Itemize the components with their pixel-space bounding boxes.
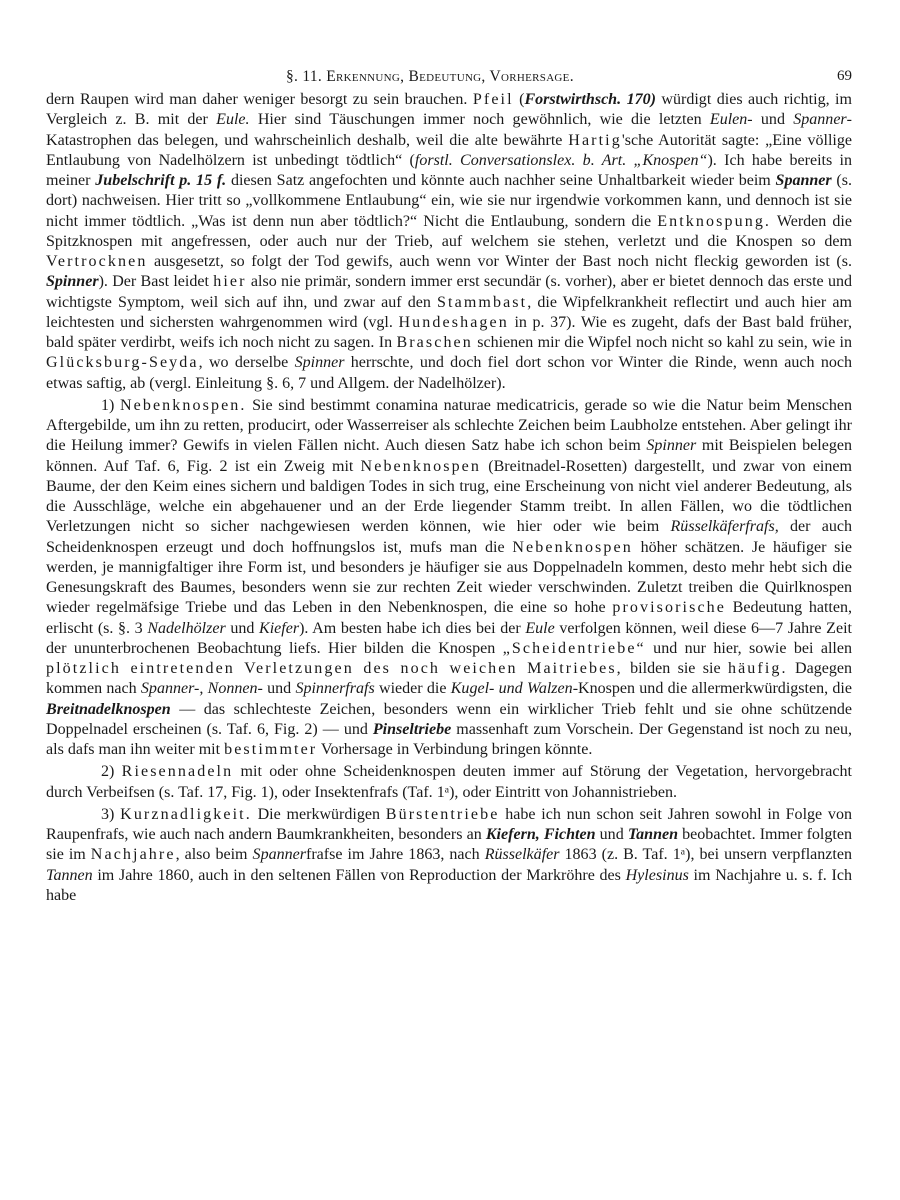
- text-run: Eule: [525, 619, 555, 637]
- text-run: Dagegen kommen nach: [46, 660, 852, 698]
- text-run: beobachtet. Immer folgten sie im: [46, 826, 852, 864]
- text-run: , die Wipfelkrankheit reflectirt und auch hier am leichtesten und sichersten wahrgenommen wird (vgl.: [46, 293, 852, 331]
- text-run: (: [513, 91, 525, 108]
- text-run: der auch Scheidenknospen erzeugt und doch hoffnungslos ist, mufs man die: [46, 518, 853, 556]
- text-run: Nebenknospen: [512, 538, 633, 556]
- book-page: [46, 64, 852, 906]
- text-run: im Nachjahre u. s. f. Ich habe: [46, 866, 852, 904]
- text-run: ausgesetzt, so folgt der Tod gewifs, auch wenn vor Winter der Bast noch nicht fleckig geworden ist (s.: [147, 253, 852, 270]
- text-run: Vorhersage in Verbindung bringen könnte.: [317, 741, 593, 758]
- text-run: Sie sind bestimmt conamina naturae medicatricis, gerade so wie die Natur beim Menschen Aftergebilde, um ihn zu retten, producirt, oder Wasserreiser als schlechte Zeichen beim Laubholze entstehen. Aber gelingt ihr die Heilung immer? Gewifs in vielen Fällen nicht. Auch diesen Satz habe ich schon beim: [46, 396, 852, 455]
- text-run: Spanner: [793, 111, 847, 129]
- text-run: 2): [101, 763, 122, 781]
- text-run: , also beim: [175, 846, 253, 864]
- text-run: bestimmter: [224, 741, 318, 758]
- text-run: im Jahre 1860, auch in den seltenen Fällen von Reproduction der Markröhre des: [92, 866, 626, 884]
- text-run: ). Ich habe bereits in meiner: [46, 151, 852, 189]
- text-run: Hier sind Täuschungen immer noch gewöhnlich, wie die letzten: [249, 111, 710, 129]
- text-run: Spinner: [294, 354, 345, 372]
- text-run: Rüsselkäfer: [484, 846, 560, 864]
- text-run: mit Beispielen belegen können. Auf Taf. 6, Fig. 2 ist ein Zweig mit: [46, 437, 852, 475]
- page-number: 69: [837, 68, 852, 84]
- text-run: Kiefern, Fichten: [485, 826, 596, 843]
- text-run: höher schätzen. Je häufiger sie werden, je mannigfaltiger ihre Form ist, und besonders je häufiger sie aus Doppelnadeln kommen, desto mehr hebt sich die Genesungskraft des Baumes, besonders wenn sie zur rechten Zeit wieder verschwinden. Zuletzt treiben die Quirlknospen wieder regelmäfsige Triebe und das Leben in den Nebenknospen, die eine so hohe: [46, 538, 852, 617]
- text-run: Entknospung.: [657, 212, 772, 230]
- text-run: wieder die: [374, 680, 451, 698]
- text-run: Tannen: [46, 866, 93, 884]
- text-run: Nebenknospen.: [119, 396, 247, 414]
- text-run: Nadelhölzer: [147, 619, 226, 637]
- text-run: Eule.: [216, 111, 250, 129]
- text-run: Tannen: [627, 826, 679, 843]
- text-run: (Breitnadel-Rosetten) dargestellt, und zwar von einem Baume, der den Keim eines sichern und baldigen Todes in sich trug, eine Erscheinung von nicht viel anderer Bedeutung, als die Ausschläge, welche ein abgehauener und an der Erde liegender Stamm treibt. In allen Fällen, wo die tödtlichen Verletzungen nicht so sicher nachgewiesen werden können, wie hier oder wie beim: [46, 457, 852, 536]
- text-run: Spanner: [775, 172, 832, 189]
- text-run: Nachjahre: [90, 846, 176, 864]
- text-run: , wo derselbe: [198, 354, 295, 372]
- text-run: Spinnerfrafs: [295, 680, 375, 698]
- text-run: 'sche Autorität sagte: „Eine völlige Entlaubung von Nadelhölzern ist unbedingt tödtlich“ (: [46, 131, 852, 169]
- text-run: Kugel- und Walzen: [450, 680, 573, 698]
- text-run: Bedeutung hatten, erlischt (s. §. 3: [46, 599, 852, 637]
- text-run: -Knospen und die allermerkwürdigsten, die: [572, 680, 852, 698]
- text-run: und nur hier, sowie bei allen: [645, 639, 852, 657]
- text-run: und: [225, 619, 260, 637]
- text-run: 1863 (z. B. Taf. 1ᵃ), bei unsern verpflanzten: [559, 846, 852, 864]
- text-run: 1): [101, 396, 120, 414]
- text-run: -Katastrophen das belegen, und wahrscheinlich deshalb, weil die alte bewährte: [46, 111, 853, 149]
- text-run: Kurznadligkeit.: [120, 805, 252, 823]
- text-run: Rüsselkäferfrafs,: [670, 518, 779, 536]
- text-run: und: [595, 826, 628, 843]
- text-run: Pfeil: [472, 91, 514, 108]
- text-run: Spanner: [252, 846, 306, 864]
- text-run: Hundeshagen: [398, 313, 509, 331]
- running-title: §. 11. Erkennung, Bedeutung, Vorhersage.: [286, 68, 574, 85]
- text-run: dern Raupen wird man daher weniger besorgt zu sein brauchen.: [46, 91, 473, 108]
- text-run: Spinner: [46, 273, 99, 291]
- body-text: [46, 90, 852, 906]
- text-run: Bürstentriebe: [385, 805, 500, 823]
- text-run: in p. 37). Wie es zugeht, dafs der Bast bald früher, bald später verdirbt, weifs ich noch nicht zu sagen. In: [46, 313, 852, 351]
- text-run: Hartig: [568, 131, 622, 149]
- paragraph-nebenknospen: [46, 396, 852, 761]
- text-run: und: [262, 680, 296, 698]
- text-run: würdigt dies auch richtig, im Vergleich z. B. mit der: [46, 91, 852, 129]
- text-run: Braschen: [396, 334, 473, 351]
- text-run: verfolgen können, weil diese 6—7 Jahre Zeit der ununterbrochenen Beobachtung liefs. Hier bilden die Knospen: [46, 619, 852, 657]
- text-run: Forstwirthsch. 170): [524, 91, 656, 108]
- text-run: häufig.: [727, 660, 788, 677]
- text-run: schienen mir die Wipfel noch nicht so kahl zu sein, wie in: [472, 334, 852, 351]
- text-run: plötzlich eintretenden Verletzungen des noch weichen Maitriebes,: [46, 660, 623, 677]
- text-run: Stammbast: [437, 293, 528, 311]
- text-run: provisorische: [612, 599, 726, 617]
- text-run: Spanner-, Nonnen-: [140, 680, 263, 698]
- text-run: Eulen-: [709, 111, 753, 129]
- text-run: ). Der Bast leidet: [98, 273, 214, 291]
- text-run: Pinseltriebe: [372, 720, 452, 738]
- text-run: Kiefer: [259, 619, 300, 637]
- text-run: Spinner: [646, 437, 697, 455]
- text-run: Die merkwürdigen: [251, 805, 386, 823]
- text-run: mit oder ohne Scheidenknospen deuten immer auf Störung der Vegetation, hervorgebracht durch Verbeifsen (s. Taf. 17, Fig. 1), oder Insektenfrafs (Taf. 1ᵃ), oder Eintritt von Johannistrieben.: [46, 763, 852, 801]
- text-run: also nie primär, sondern immer erst secundär (s. vorher), aber er bietet dennoch das erste und wichtigste Symptom, weil sich auf ihn, und zwar auf den: [46, 273, 852, 311]
- paragraph-kurznadligkeit: [46, 805, 852, 906]
- text-run: Nebenknospen: [360, 457, 482, 475]
- text-run: Glücksburg-Seyda: [46, 354, 199, 372]
- text-run: (s. dort) nachweisen. Hier tritt so „vollkommene Entlaubung“ ein, wie sie nur irgendwie vorkommen kann, und dennoch ist sie nicht immer tödtlich. „Was ist denn nun aber tödtlich?“ Nicht die Entlaubung, sondern die: [46, 172, 853, 230]
- text-run: Hylesinus: [625, 866, 689, 884]
- text-run: forstl. Conversationslex. b. Art. „Knospen“: [414, 151, 708, 169]
- text-run: 3): [101, 805, 121, 823]
- text-run: Riesennadeln: [121, 763, 234, 781]
- text-run: — das schlechteste Zeichen, besonders wenn ein wirklicher Trieb fehlt und sie ohne schützende Doppelnadel erscheinen (s. Taf. 6, Fig. 2) — und: [46, 700, 852, 738]
- text-run: Jubelschrift p. 15 f.: [95, 172, 227, 189]
- running-header: [46, 64, 852, 90]
- text-run: Vertrocknen: [46, 253, 148, 270]
- text-run: frafse im Jahre 1863, nach: [305, 846, 485, 864]
- text-run: ). Am besten habe ich dies bei der: [299, 619, 526, 637]
- text-run: „Scheidentriebe“: [502, 639, 646, 657]
- text-run: und: [752, 111, 794, 129]
- text-run: hier: [213, 273, 247, 291]
- text-run: Werden die Spitzknospen mit angefressen, oder auch nur der Trieb, auf welchem sie stehen, verletzt und die Knospen so dem: [46, 212, 852, 250]
- text-run: diesen Satz angefochten und könnte auch nachher seine Unhaltbarkeit wieder beim: [226, 172, 776, 189]
- text-run: herrschte, und doch fiel dort schon vor Winter die Rinde, wenn auch noch etwas saftig, ab (vergl. Einleitung §. 6, 7 und Allgem. der Nadelhölzer).: [46, 354, 852, 392]
- text-run: Breitnadelknospen: [46, 700, 171, 718]
- paragraph-continuation: [46, 90, 852, 394]
- text-run: bilden sie sie: [622, 660, 728, 677]
- text-run: habe ich nun schon seit Jahren sowohl in Folge von Raupenfrafs, wie auch nach andern Baumkrankheiten, besonders an: [46, 805, 852, 843]
- text-run: massenhaft zum Vorschein. Der Gegenstand ist noch zu neu, als dafs man ihn weiter mit: [46, 720, 852, 758]
- paragraph-riesennadeln: [46, 762, 852, 803]
